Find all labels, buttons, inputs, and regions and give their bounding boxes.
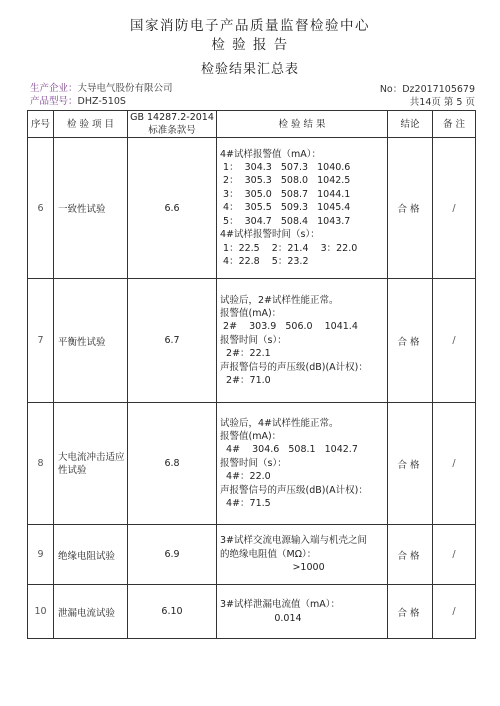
row-seq: 10	[28, 585, 54, 639]
row-clause: 6.10	[128, 585, 217, 639]
row-remark: /	[433, 279, 476, 403]
row-conclusion: 合格	[388, 585, 433, 639]
header-clause	[128, 111, 217, 138]
model-value: DHZ-510S	[77, 96, 126, 107]
row-item	[54, 403, 128, 525]
summary-title: 检验结果汇总表	[200, 62, 299, 77]
row-item-text: 大电流冲击适应性试验	[58, 451, 125, 476]
result-line: 4： 305.5 509.3 1045.4	[220, 202, 351, 214]
row-remark: /	[433, 525, 476, 585]
row-remark: /	[433, 138, 476, 279]
row-clause: 6.7	[128, 279, 217, 403]
row-item: 泄漏电流试验	[54, 585, 128, 639]
results-table	[27, 110, 476, 639]
model-label: 产品型号：	[30, 96, 78, 107]
result-line: 4#：71.5	[220, 498, 271, 510]
manufacturer-value: 大导电气股份有限公司	[77, 83, 173, 94]
result-line: 试验后，2#试样性能正常。	[220, 294, 339, 306]
result-line: 声报警信号的声压级(dB)(A计权)：	[220, 361, 368, 373]
row-remark: /	[433, 403, 476, 525]
row-result	[217, 585, 388, 639]
header-remark: 备 注	[433, 111, 476, 138]
row-remark: /	[433, 585, 476, 639]
row-clause: 6.9	[128, 525, 217, 585]
table-row	[28, 138, 476, 279]
row-conclusion: 合格	[388, 403, 433, 525]
row-conclusion: 合格	[388, 525, 433, 585]
header-clause-line2: 标准条款号	[148, 125, 196, 136]
row-conclusion: 合格	[388, 279, 433, 403]
result-line: 报警值(mA)：	[220, 430, 282, 442]
table-row	[28, 585, 476, 639]
header-row	[28, 111, 476, 138]
result-line: 2# 303.9 506.0 1041.4	[220, 321, 358, 333]
row-seq: 7	[28, 279, 54, 403]
table-row	[28, 525, 476, 585]
header-conclusion: 结论	[388, 111, 433, 138]
header-item: 检 验 项 目	[54, 111, 128, 138]
result-line: 4#：22.0	[220, 471, 271, 483]
result-line: 报警时间（s）：	[220, 334, 287, 346]
report-number: No：Dz2017105679	[379, 84, 475, 95]
result-line: 4：22.8 5：23.2	[220, 255, 309, 267]
row-conclusion: 合格	[388, 138, 433, 279]
result-line: 0.014	[220, 612, 302, 624]
header-result: 检 验 结 果	[217, 111, 388, 138]
header-clause-line1: GB 14287.2-2014	[130, 112, 214, 123]
row-result	[217, 138, 388, 279]
table-row	[28, 279, 476, 403]
result-line: 4#试样报警值（mA）：	[220, 148, 322, 160]
page-info: 共14页 第 5 页	[409, 97, 475, 108]
result-line: 的绝缘电阻值（MΩ）：	[220, 548, 317, 560]
result-line: 2#：22.1	[220, 348, 271, 360]
row-seq: 6	[28, 138, 54, 279]
manufacturer-label: 生产企业：	[30, 83, 78, 94]
result-line: 3#试样交流电源输入端与机壳之间	[220, 535, 368, 547]
header-seq: 序号	[28, 111, 54, 138]
result-line: 2： 305.3 508.0 1042.5	[220, 175, 351, 187]
row-clause: 6.6	[128, 138, 217, 279]
row-result	[217, 525, 388, 585]
result-line: 报警值(mA)：	[220, 307, 282, 319]
row-item: 绝缘电阻试验	[54, 525, 128, 585]
result-line: 1： 304.3 507.3 1040.6	[220, 162, 351, 174]
result-line: 5： 304.7 508.4 1043.7	[220, 215, 351, 227]
row-result	[217, 279, 388, 403]
row-clause: 6.8	[128, 403, 217, 525]
result-line: 试验后，4#试样性能正常。	[220, 417, 339, 429]
result-line: 声报警信号的声压级(dB)(A计权)：	[220, 484, 368, 496]
result-line: 3： 305.0 508.7 1044.1	[220, 188, 351, 200]
row-item: 平衡性试验	[54, 279, 128, 403]
row-result	[217, 403, 388, 525]
org-title: 国家消防电子产品质量监督检验中心	[130, 18, 370, 34]
result-line: 3#试样泄漏电流值（mA）：	[220, 599, 341, 611]
row-seq: 8	[28, 403, 54, 525]
manufacturer-line	[30, 80, 173, 94]
row-seq: 9	[28, 525, 54, 585]
report-title: 检 验 报 告	[211, 37, 289, 53]
row-item: 一致性试验	[54, 138, 128, 279]
result-line: 2#：71.0	[220, 375, 271, 387]
result-line: 报警时间（s）：	[220, 457, 287, 469]
model-line	[30, 93, 126, 107]
result-line: 4#试样报警时间（s）：	[220, 229, 320, 241]
table-row	[28, 403, 476, 525]
result-line: 1：22.5 2：21.4 3：22.0	[220, 242, 358, 254]
result-line: 4# 304.6 508.1 1042.7	[220, 444, 358, 456]
result-line: >1000	[220, 562, 325, 574]
